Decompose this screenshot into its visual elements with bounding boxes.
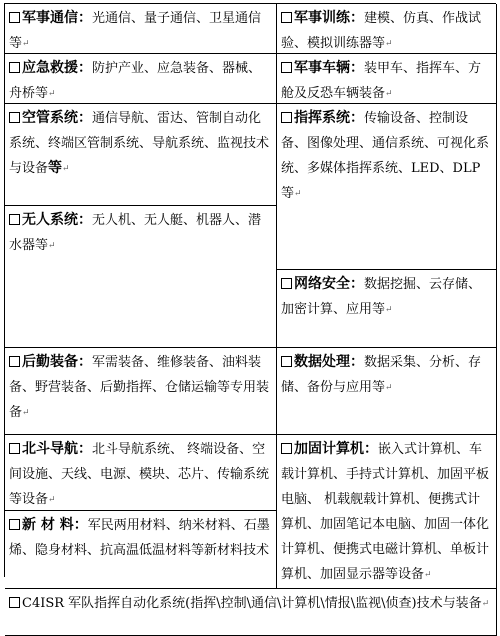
checkbox-unmanned[interactable] — [9, 214, 20, 225]
cell-emergency-rescue — [5, 54, 277, 104]
category-title: 指挥系统 — [294, 110, 350, 126]
category-title: 军事训练 — [294, 10, 350, 26]
category-body: 军民两用材料、纳米材料、石墨烯、隐身材料、抗高温低温材料等新材料技术 — [9, 518, 270, 558]
category-body: 光通信、量子通信、卫星通信等 — [9, 11, 262, 51]
paragraph-mark-icon: ↵ — [294, 189, 302, 199]
exhibit-category-table — [4, 3, 496, 611]
checkbox-c4isr[interactable] — [9, 597, 20, 608]
paragraph-mark-icon: ↵ — [385, 305, 393, 315]
title-separator: ： — [364, 441, 378, 457]
cell-air-traffic — [5, 104, 277, 206]
paragraph-mark-icon: ↵ — [481, 599, 490, 609]
category-body: 装甲车、指挥车、方舱及反恐车辆装备 — [281, 61, 482, 101]
category-body: 北斗导航系统、 终端设备、空间设施、天线、电源、模块、芯片、传输系统等设备 — [9, 442, 270, 507]
checkbox-beidou[interactable] — [9, 443, 20, 454]
checkbox-logistics[interactable] — [9, 356, 20, 367]
paragraph-mark-icon: ↵ — [385, 89, 393, 99]
category-title: 应急救援 — [22, 60, 78, 76]
title-separator: ： — [350, 354, 364, 370]
cell-unmanned — [5, 206, 277, 348]
checkbox-military-comm[interactable] — [9, 12, 20, 23]
category-title: 数据处理 — [294, 354, 350, 370]
paragraph-mark-icon: ↵ — [48, 495, 56, 505]
category-body: 无人机、无人艇、机器人、潜水器等 — [9, 213, 262, 253]
category-body: 建模、仿真、作战试验、模拟训练器等 — [281, 11, 482, 51]
category-title: 后勤装备 — [22, 354, 78, 370]
checkbox-rugged-computer[interactable] — [281, 443, 292, 454]
category-title: 加固计算机 — [294, 441, 364, 457]
category-body: C4ISR 军队指挥自动化系统(指挥\控制\通信\计算机\情报\监视\侦查)技术与装备 — [22, 596, 482, 611]
title-separator: ： — [350, 110, 364, 126]
category-title: 空管系统 — [22, 110, 78, 126]
checkbox-air-traffic[interactable] — [9, 112, 20, 123]
category-body: 传输设备、控制设备、图像处理、通信系统、可视化系统、多媒体指挥系统、LED、DLP等 — [281, 111, 490, 201]
category-title: 网络安全 — [294, 276, 350, 292]
cell-military-training — [277, 4, 497, 54]
title-separator: ： — [78, 10, 92, 26]
title-separator: ： — [78, 110, 92, 126]
paragraph-mark-icon: ↵ — [385, 39, 393, 49]
title-separator: ： — [78, 60, 92, 76]
checkbox-emergency-rescue[interactable] — [9, 62, 20, 73]
checkbox-command-system[interactable] — [281, 112, 292, 123]
paragraph-mark-icon: ↵ — [48, 89, 56, 99]
category-title: 无人系统 — [22, 212, 78, 228]
category-title: 北斗导航 — [22, 441, 78, 457]
title-separator: ： — [350, 60, 364, 76]
category-body: 军需装备、维修装备、油料装备、野营装备、后勤指挥、仓储运输等专用装备 — [9, 355, 270, 420]
category-title: 军事通信 — [22, 10, 78, 26]
checkbox-military-vehicles[interactable] — [281, 62, 292, 73]
subcell-beidou — [5, 435, 276, 511]
paragraph-mark-icon: ↵ — [22, 39, 30, 49]
category-suffix: 等 — [48, 160, 63, 176]
checkbox-new-materials[interactable] — [9, 519, 20, 530]
paragraph-mark-icon: ↵ — [22, 408, 30, 418]
paragraph-mark-icon: ↵ — [424, 570, 432, 580]
checkbox-data-processing[interactable] — [281, 356, 292, 367]
checkbox-military-training[interactable] — [281, 12, 292, 23]
checkbox-network-security[interactable] — [281, 278, 292, 289]
category-body: 通信导航、雷达、管制自动化系统、终端区管制系统、导航系统、监视技术与设备 — [9, 111, 270, 176]
cell-c4isr — [5, 589, 497, 636]
cell-command-system — [277, 104, 497, 270]
category-title: 军事车辆 — [294, 60, 350, 76]
cell-military-comm — [5, 4, 277, 54]
cell-logistics — [5, 348, 277, 435]
cell-beidou-and-materials — [5, 435, 277, 589]
paragraph-mark-icon: ↵ — [48, 241, 56, 251]
cell-rugged-computer — [277, 435, 497, 589]
subcell-new-materials — [5, 511, 276, 563]
category-body: 数据采集、分析、存储、备份与应用等 — [281, 355, 482, 395]
title-separator: ： — [350, 10, 364, 26]
cell-data-processing — [277, 348, 497, 435]
category-body: 嵌入式计算机、车载计算机、手持式计算机、加固平板电脑、 机载舰载计算机、便携式计算机、加固笔记本电脑、加固一体化计算机、便携式电磁计算机、单板计算机、加固显示器等设备 — [281, 442, 490, 582]
cell-network-security — [277, 270, 497, 348]
paragraph-mark-icon: ↵ — [62, 164, 70, 174]
category-body: 数据挖掘、云存储、加密计算、应用等 — [281, 277, 482, 317]
title-separator: ： — [73, 517, 88, 533]
title-separator: ： — [78, 354, 92, 370]
title-separator: ： — [78, 441, 92, 457]
title-separator: ： — [350, 276, 364, 292]
paragraph-mark-icon: ↵ — [385, 383, 393, 393]
category-body: 防护产业、应急装备、器械、舟桥等 — [9, 61, 262, 101]
category-title: 新 材 料 — [22, 517, 74, 533]
cell-military-vehicles — [277, 54, 497, 104]
title-separator: ： — [78, 212, 92, 228]
